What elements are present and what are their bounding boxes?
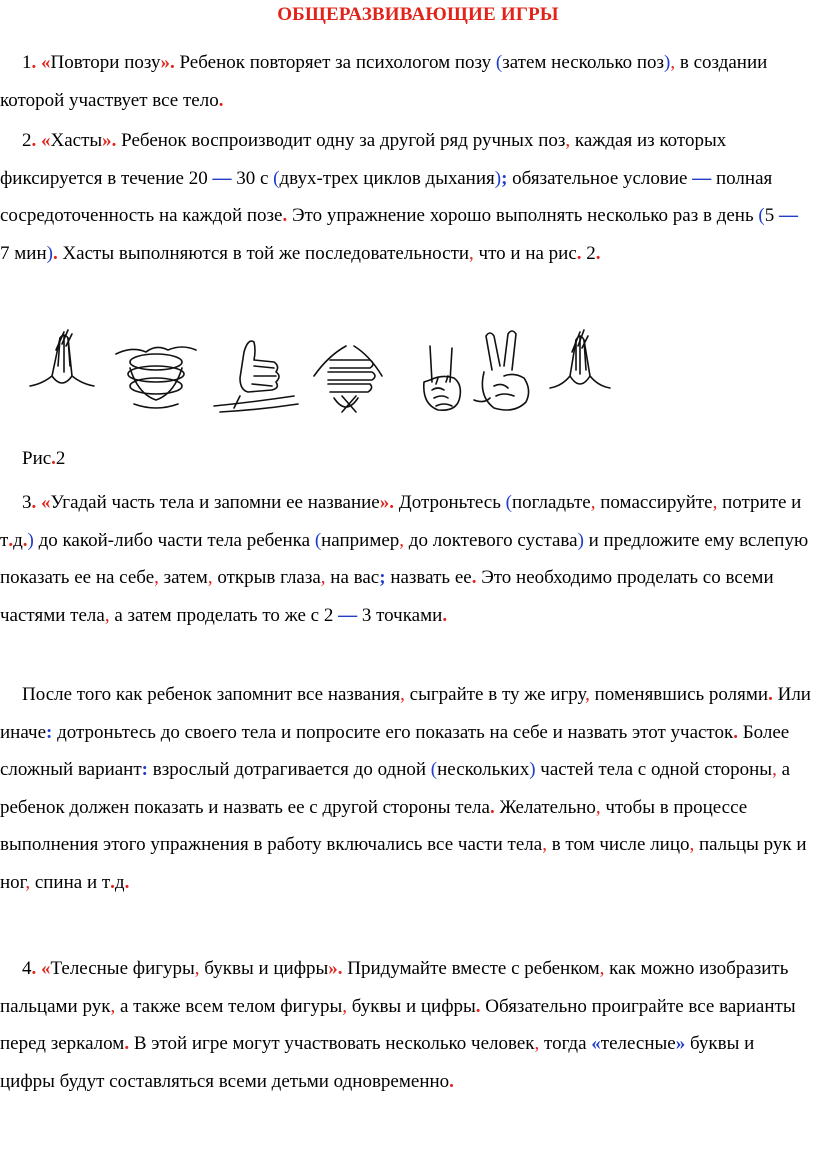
thumb-up-icon [214, 341, 298, 412]
hand-poses-figure [28, 326, 614, 416]
paragraph-item-1: 1. «Повтори позу». Ребенок повторяет за психологом позу (затем несколько поз), в создании которой участвует все тело. [0, 52, 768, 111]
palms-together-icon [30, 330, 94, 386]
crossed-fingers-icon [314, 346, 382, 412]
two-fingers-icon [474, 331, 529, 410]
interlocked-fingers-icon [116, 347, 196, 408]
paragraph-item-3: 3. «Угадай часть тела и запомни ее название». Дотроньтесь (погладьте, помассируйте, потрите и т.д.) до какой-либо части тела ребенка (например, до локтевого сустава) и предложите ему вслепую показать ее на себе, затем, открыв глаза, на вас; назвать ее. Это необходимо проделать со всеми частями тела, а затем проделать то же с 2 — 3 точками. [0, 492, 809, 626]
page-title: ОБЩЕРАЗВИВАЮЩИЕ ИГРЫ [277, 4, 559, 25]
figure-caption: Рис.2 [22, 448, 66, 469]
palms-together-icon [550, 330, 610, 388]
paragraph-item-2: 2. «Хасты». Ребенок воспроизводит одну за другой ряд ручных поз, каждая из которых фиксируется в течение 20 — 30 с (двух-трех циклов дыхания); обязательное условие — полная сосредоточенность на каждой позе. Это упражнение хорошо выполнять несколько раз в день (5 — 7 мин). Хасты выполняются в той же последовательности, что и на рис. 2. [0, 130, 798, 264]
fist-palm-icon [424, 346, 461, 410]
paragraph-item-4: 4. «Телесные фигуры, буквы и цифры». Придумайте вместе с ребенком, как можно изобразить пальцами рук, а также всем телом фигуры, буквы и цифры. Обязательно проиграйте все варианты перед зеркалом. В этой игре могут участвовать несколько человек, тогда «телесные» буквы и цифры будут составляться всеми детьми одновременно. [0, 958, 796, 1092]
paragraph-item-3-continued: После того как ребенок запомнит все названия, сыграйте в ту же игру, поменявшись ролями. Или иначе: дотроньтесь до своего тела и попросите его показать на себе и назвать этот участок. Более сложный вариант: взрослый дотрагивается до одной (нескольких) частей тела с одной стороны, а ребенок должен показать и назвать ее с другой стороны тела. Желательно, чтобы в процессе выполнения этого упражнения в работу включались все части тела, в том числе лицо, пальцы рук и ног, спина и т.д. [0, 684, 811, 893]
